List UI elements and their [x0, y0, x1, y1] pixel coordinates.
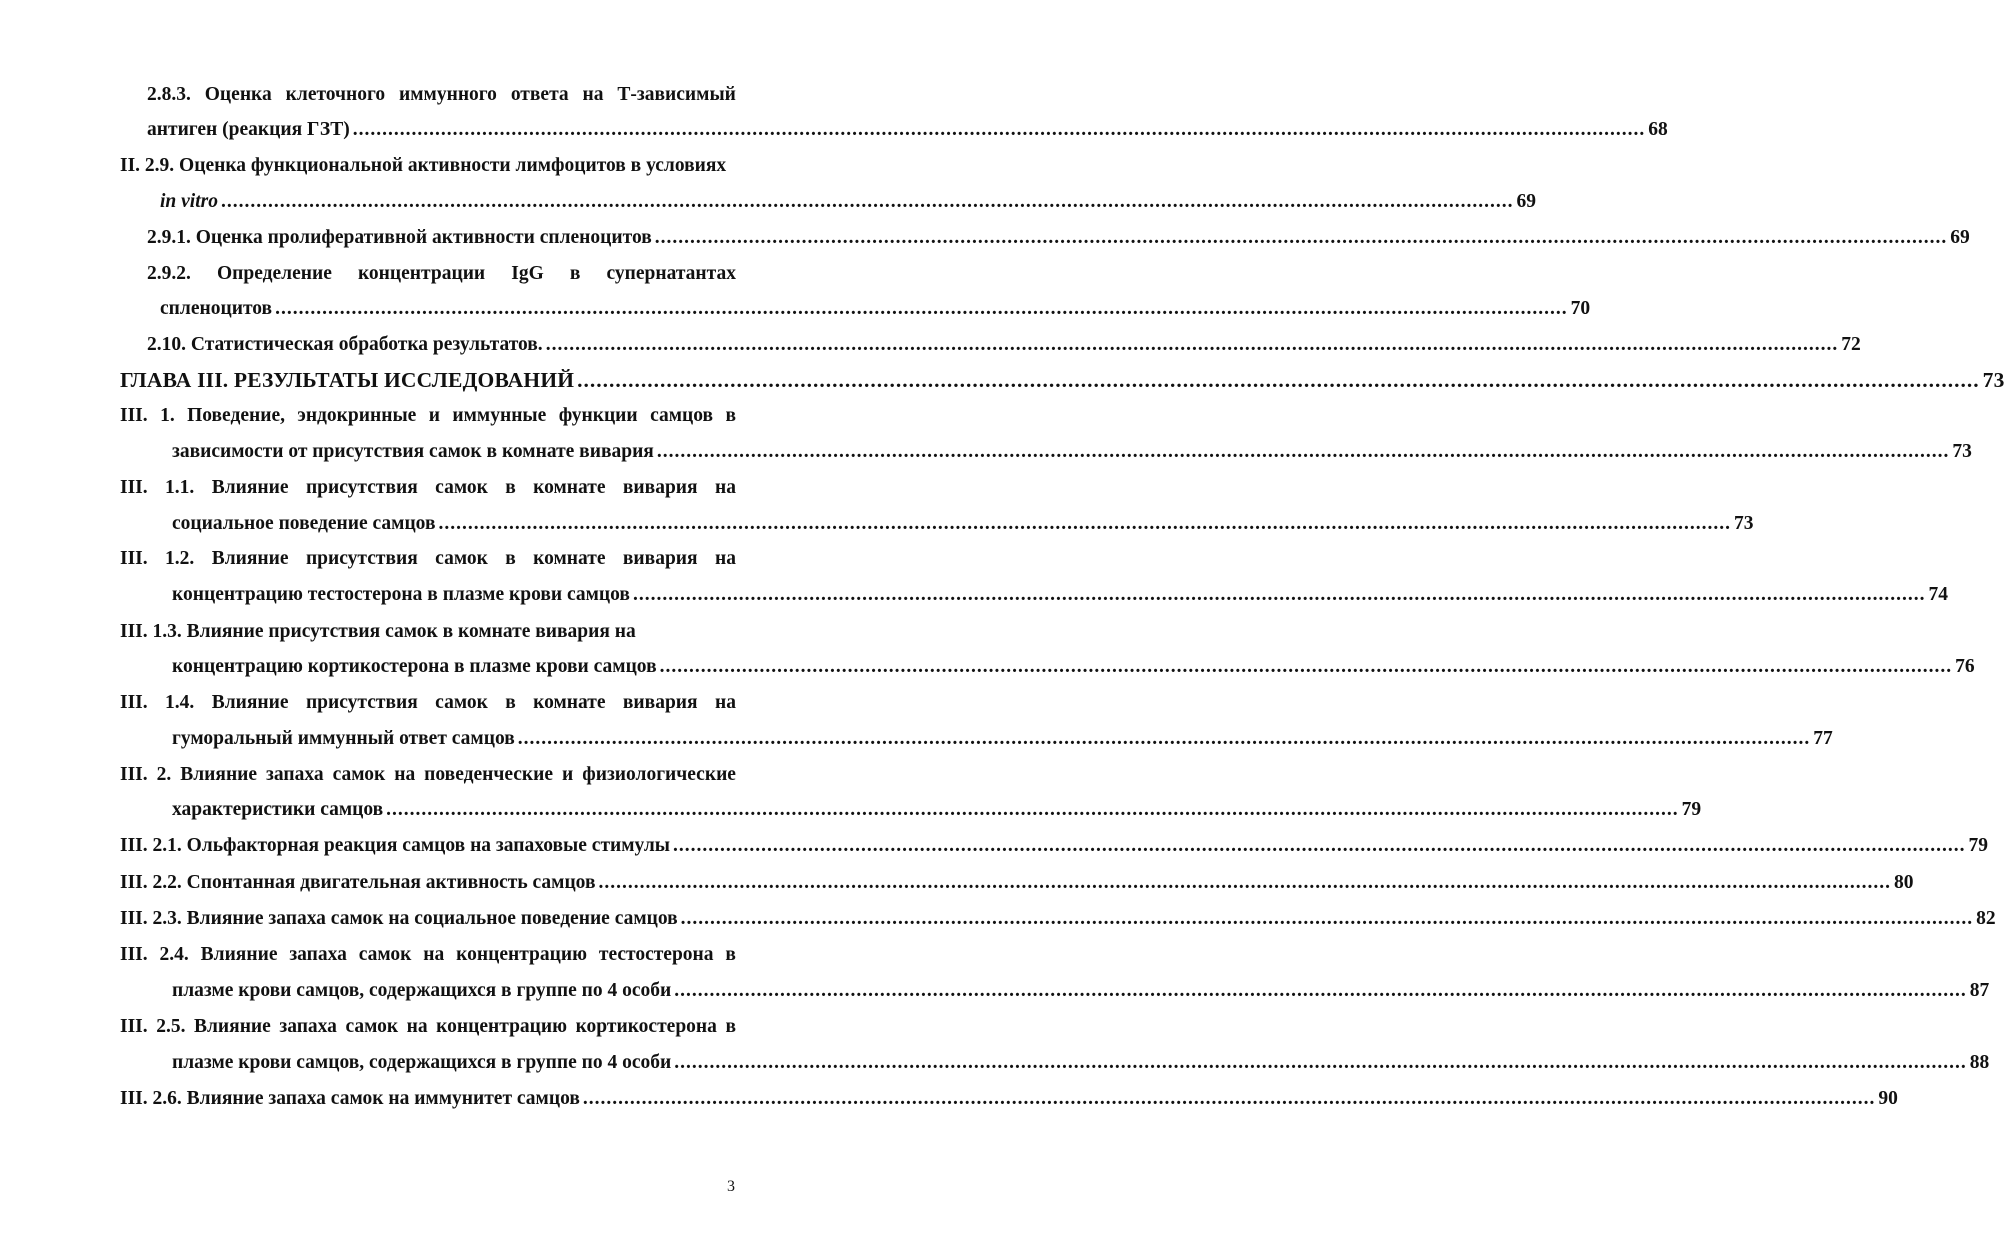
toc-word: на	[582, 84, 604, 105]
toc-page-number: 72	[1841, 334, 1861, 355]
toc-word: 2.5.	[156, 1016, 186, 1037]
toc-word: ответа	[510, 84, 569, 105]
toc-entry-title: III. 2.3. Влияние запаха самок на социальное поведение самцов	[120, 908, 678, 929]
toc-entry	[172, 440, 1972, 464]
toc-word: и	[428, 405, 440, 426]
toc-leader-dots: ............................................................................................................................................................................................................................	[598, 872, 1891, 893]
toc-word: самок	[358, 944, 412, 965]
toc-word: Поведение,	[187, 405, 285, 426]
toc-word: Влияние	[211, 477, 289, 498]
toc-entry	[147, 118, 1668, 142]
toc-word: Определение	[216, 263, 332, 284]
toc-entry-title: социальное поведение самцов	[172, 513, 436, 534]
toc-entry-title: антиген (реакция ГЗТ)	[147, 119, 350, 140]
toc-word: в	[505, 477, 516, 498]
toc-entry-title: концентрацию тестостерона в плазме крови самцов	[172, 584, 630, 605]
toc-word: в	[725, 405, 736, 426]
toc-word: комнате	[533, 692, 606, 713]
toc-leader-dots: ............................................................................................................................................................................................................................	[577, 368, 1980, 392]
toc-word: на	[394, 764, 416, 785]
toc-leader-dots: ............................................................................................................................................................................................................................	[674, 1052, 1967, 1073]
toc-entry-title: плазме крови самцов, содержащихся в группе по 4 особи	[172, 980, 672, 1001]
toc-word: вивария	[622, 477, 698, 498]
toc-entry	[120, 943, 736, 967]
toc-entry	[147, 333, 1861, 357]
toc-word: 2.	[156, 764, 172, 785]
toc-word: самок	[345, 1016, 399, 1037]
toc-page-number: 88	[1969, 1052, 1990, 1073]
toc-entry-title: in vitro	[160, 191, 218, 212]
toc-entry-title: III. 2.2. Спонтанная двигательная активность самцов	[120, 872, 596, 893]
toc-entry-title: II. 2.9. Оценка функциональной активности лимфоцитов в условиях	[120, 155, 727, 176]
toc-entry-title: характеристики самцов	[172, 799, 384, 820]
toc-entry	[120, 1015, 736, 1039]
toc-page-number: 79	[1968, 835, 1988, 856]
toc-entry	[120, 368, 2005, 392]
toc-leader-dots: ............................................................................................................................................................................................................................	[438, 513, 1731, 534]
toc-page-number: 90	[1878, 1088, 1898, 1109]
toc-leader-dots: ............................................................................................................................................................................................................................	[275, 298, 1568, 319]
toc-word: Оценка	[204, 84, 272, 105]
toc-entry	[120, 691, 736, 715]
toc-word: и	[562, 764, 574, 785]
toc-leader-dots: ............................................................................................................................................................................................................................	[674, 980, 1967, 1001]
toc-word: Влияние	[211, 548, 289, 569]
toc-word: самок	[435, 548, 488, 569]
toc-word: эндокринные	[297, 405, 417, 426]
toc-page-number: 74	[1928, 584, 1948, 605]
toc-word: в	[569, 263, 581, 284]
toc-word: 2.9.2.	[147, 263, 191, 284]
toc-entry	[147, 226, 1970, 250]
toc-entry-title: зависимости от присутствия самок в комнате вивария	[172, 441, 654, 462]
toc-leader-dots: ............................................................................................................................................................................................................................	[632, 584, 1926, 605]
toc-word: на	[423, 944, 445, 965]
toc-entry-title: ГЛАВА III. РЕЗУЛЬТАТЫ ИССЛЕДОВАНИЙ	[120, 368, 575, 392]
toc-word: в	[505, 692, 516, 713]
toc-entry-title: спленоцитов	[160, 298, 273, 319]
toc-entry-title: 2.10. Статистическая обработка результатов.	[147, 334, 543, 355]
toc-word: Влияние	[193, 1016, 271, 1037]
toc-entry	[172, 583, 1948, 607]
toc-word: Влияние	[200, 944, 278, 965]
toc-word: 2.8.3.	[147, 84, 191, 105]
toc-word: 1.4.	[165, 692, 195, 713]
toc-entry	[172, 655, 1975, 679]
toc-entry-title: III. 1.3. Влияние присутствия самок в комнате вивария на	[120, 621, 636, 642]
toc-entry	[160, 190, 1536, 214]
toc-word: присутствия	[305, 548, 418, 569]
toc-word: концентрации	[357, 263, 486, 284]
toc-leader-dots: ............................................................................................................................................................................................................................	[386, 799, 1679, 820]
toc-word: вивария	[622, 548, 698, 569]
toc-entry	[160, 297, 1591, 321]
toc-page-number: 76	[1955, 656, 1975, 677]
toc-leader-dots: ............................................................................................................................................................................................................................	[656, 441, 1950, 462]
toc-entry	[172, 1051, 1990, 1075]
toc-page-number: 70	[1570, 298, 1591, 319]
toc-word: самок	[332, 764, 386, 785]
toc-word: 1.2.	[165, 548, 195, 569]
toc-entry	[172, 798, 1702, 822]
toc-entry	[147, 262, 736, 286]
toc-word: концентрацию	[436, 1016, 568, 1037]
toc-word: самок	[435, 692, 488, 713]
toc-word: 1.	[160, 405, 175, 426]
toc-entry	[172, 979, 1990, 1003]
toc-word: в	[505, 548, 516, 569]
toc-word: III.	[120, 405, 148, 426]
toc-word: 2.4.	[159, 944, 189, 965]
toc-page-number: 69	[1516, 191, 1536, 212]
toc-leader-dots: ............................................................................................................................................................................................................................	[517, 728, 1811, 749]
toc-word: на	[714, 477, 736, 498]
toc-leader-dots: ............................................................................................................................................................................................................................	[659, 656, 1953, 677]
toc-word: кортикостерона	[575, 1016, 717, 1037]
toc-word: запаха	[266, 764, 324, 785]
toc-word: 1.1.	[165, 477, 195, 498]
toc-entry	[120, 476, 736, 500]
toc-word: III.	[120, 692, 148, 713]
toc-word: Влияние	[211, 692, 289, 713]
toc-leader-dots: ............................................................................................................................................................................................................................	[673, 835, 1966, 856]
toc-leader-dots: ............................................................................................................................................................................................................................	[654, 227, 1948, 248]
toc-word: клеточного	[285, 84, 386, 105]
toc-leader-dots: ............................................................................................................................................................................................................................	[680, 908, 1974, 929]
toc-entry	[120, 404, 736, 428]
toc-entry-title: 2.9.1. Оценка пролиферативной активности спленоцитов	[147, 227, 652, 248]
toc-word: вивария	[622, 692, 698, 713]
toc-entry-title: III. 2.1. Ольфакторная реакция самцов на запаховые стимулы	[120, 835, 670, 856]
toc-word: тестостерона	[598, 944, 714, 965]
toc-word: Т-зависимый	[617, 84, 736, 105]
toc-word: III.	[120, 944, 148, 965]
toc-page-number: 73	[1733, 513, 1754, 534]
toc-word: самцов	[650, 405, 714, 426]
toc-entry	[120, 620, 736, 644]
toc-page-number: 79	[1681, 799, 1702, 820]
toc-word: комнате	[533, 548, 606, 569]
toc-word: III.	[120, 477, 148, 498]
toc-word: иммунные	[452, 405, 547, 426]
toc-entry	[120, 1087, 1898, 1111]
toc-word: супернатантах	[606, 263, 736, 284]
toc-entry	[120, 547, 736, 571]
page-number: 3	[727, 1178, 735, 1195]
toc-word: присутствия	[305, 477, 418, 498]
toc-word: III.	[120, 764, 148, 785]
toc-word: иммунного	[399, 84, 497, 105]
toc-word: запаха	[289, 944, 347, 965]
toc-leader-dots: ............................................................................................................................................................................................................................	[545, 334, 1839, 355]
toc-page-number: 73	[1952, 441, 1972, 462]
toc-entry	[120, 154, 736, 178]
toc-page-number: 77	[1813, 728, 1833, 749]
toc-entry	[120, 763, 736, 787]
toc-word: IgG	[511, 263, 544, 284]
toc-word: поведенческие	[424, 764, 554, 785]
toc-entry	[120, 871, 1914, 895]
toc-word: комнате	[533, 477, 606, 498]
toc-entry	[172, 727, 1833, 751]
toc-word: присутствия	[305, 692, 418, 713]
toc-page-number: 73	[1982, 368, 2005, 392]
toc-word: запаха	[279, 1016, 337, 1037]
toc-entry	[147, 83, 736, 107]
toc-word: в	[725, 1016, 736, 1037]
toc-leader-dots: ............................................................................................................................................................................................................................	[220, 191, 1514, 212]
toc-word: на	[406, 1016, 428, 1037]
toc-page-number: 82	[1976, 908, 1996, 929]
toc-word: III.	[120, 1016, 148, 1037]
toc-entry	[172, 512, 1754, 536]
toc-word: Влияние	[180, 764, 258, 785]
toc-entry-title: III. 2.6. Влияние запаха самок на иммунитет самцов	[120, 1088, 580, 1109]
toc-page-number: 80	[1893, 872, 1914, 893]
toc-entry	[120, 834, 1988, 858]
toc-word: функции	[558, 405, 638, 426]
toc-word: концентрацию	[456, 944, 588, 965]
toc-leader-dots: ............................................................................................................................................................................................................................	[352, 119, 1646, 140]
toc-word: в	[725, 944, 736, 965]
toc-entry-title: концентрацию кортикостерона в плазме крови самцов	[172, 656, 657, 677]
toc-word: самок	[435, 477, 488, 498]
toc-page-number: 69	[1950, 227, 1970, 248]
toc-page-number: 87	[1969, 980, 1990, 1001]
toc-entry	[120, 907, 1996, 931]
toc-word: на	[714, 692, 736, 713]
toc-word: на	[714, 548, 736, 569]
toc-page-number: 68	[1648, 119, 1668, 140]
toc-entry-title: гуморальный иммунный ответ самцов	[172, 728, 515, 749]
toc-word: III.	[120, 548, 148, 569]
toc-word: физиологические	[582, 764, 736, 785]
toc-entry-title: плазме крови самцов, содержащихся в группе по 4 особи	[172, 1052, 672, 1073]
toc-leader-dots: ............................................................................................................................................................................................................................	[582, 1088, 1876, 1109]
